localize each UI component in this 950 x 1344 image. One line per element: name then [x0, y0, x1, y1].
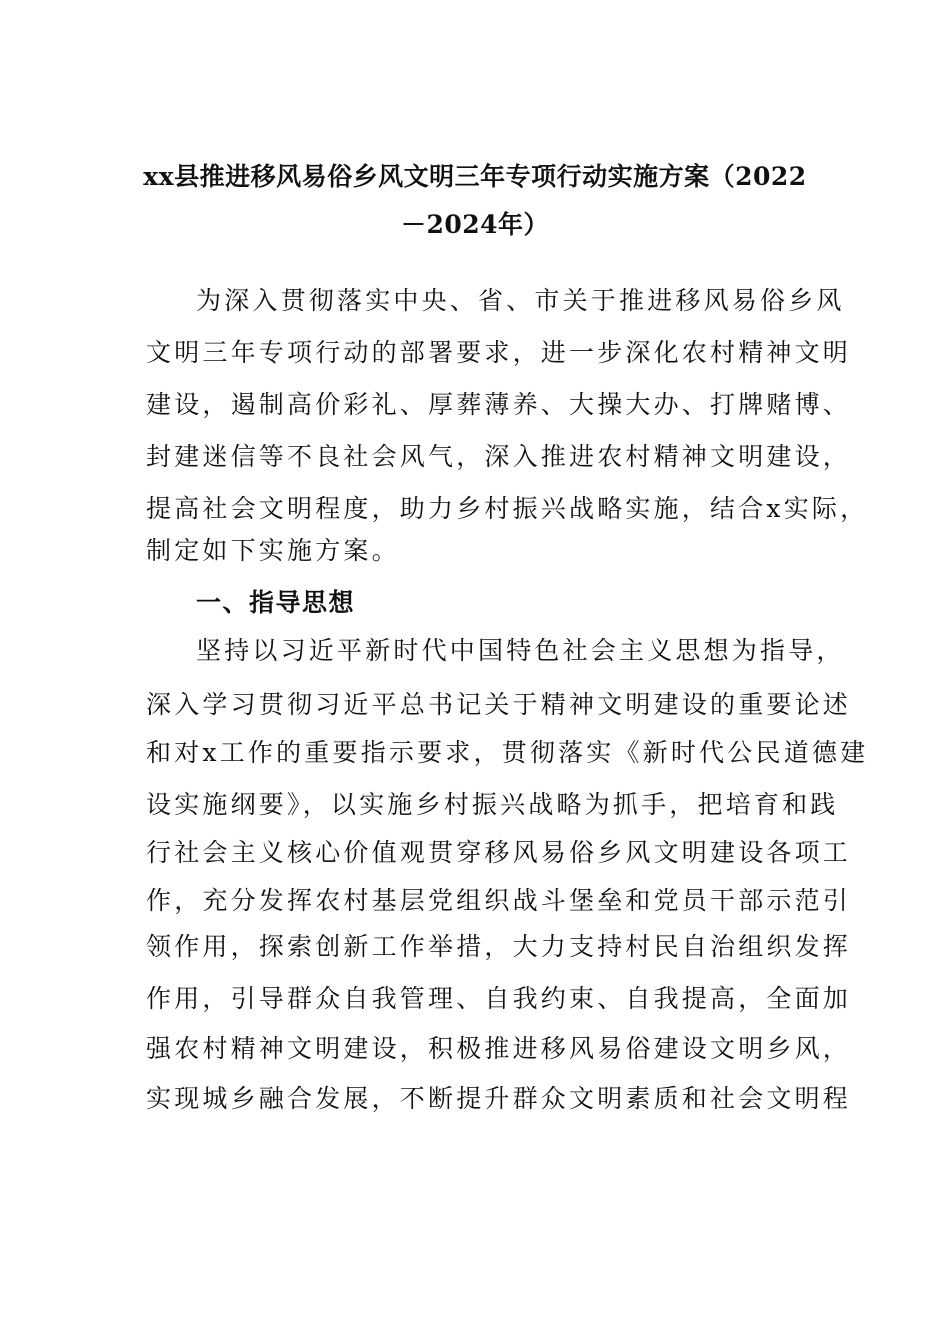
- section-line: 深入学习贯彻习近平总书记关于精神文明建设的重要论述: [146, 690, 852, 719]
- section-line: 实现城乡融合发展，不断提升群众文明素质和社会文明程: [146, 1084, 852, 1113]
- section-heading: 一、指导思想: [196, 588, 356, 617]
- document-title-line-2: －2024年）: [400, 210, 550, 239]
- section-line: 行社会主义核心价值观贯穿移风易俗乡风文明建设各项工: [146, 838, 852, 867]
- section-line: 领作用，探索创新工作举措，大力支持村民自治组织发挥: [146, 932, 852, 961]
- intro-line: 建设，遏制高价彩礼、厚葬薄养、大操大办、打牌赌博、: [146, 390, 852, 419]
- section-line: 强农村精神文明建设，积极推进移风易俗建设文明乡风，: [146, 1034, 852, 1063]
- intro-line: 制定如下实施方案。: [146, 536, 400, 565]
- document-title-line-1: xx县推进移风易俗乡风文明三年专项行动实施方案（2022: [143, 162, 807, 191]
- intro-line: 文明三年专项行动的部署要求，进一步深化农村精神文明: [146, 338, 852, 367]
- intro-line: 封建迷信等不良社会风气，深入推进农村精神文明建设，: [146, 442, 852, 471]
- section-line: 作，充分发挥农村基层党组织战斗堡垒和党员干部示范引: [146, 886, 852, 915]
- section-line: 坚持以习近平新时代中国特色社会主义思想为指导，: [196, 636, 845, 665]
- section-line: 和对x工作的重要指示要求，贯彻落实《新时代公民道德建: [146, 738, 869, 767]
- section-line: 作用，引导群众自我管理、自我约束、自我提高，全面加: [146, 984, 852, 1013]
- section-line: 设实施纲要》，以实施乡村振兴战略为抓手，把培育和践: [146, 790, 839, 819]
- intro-line: 提高社会文明程度，助力乡村振兴战略实施，结合x实际，: [146, 494, 869, 523]
- intro-line: 为深入贯彻落实中央、省、市关于推进移风易俗乡风: [196, 286, 845, 315]
